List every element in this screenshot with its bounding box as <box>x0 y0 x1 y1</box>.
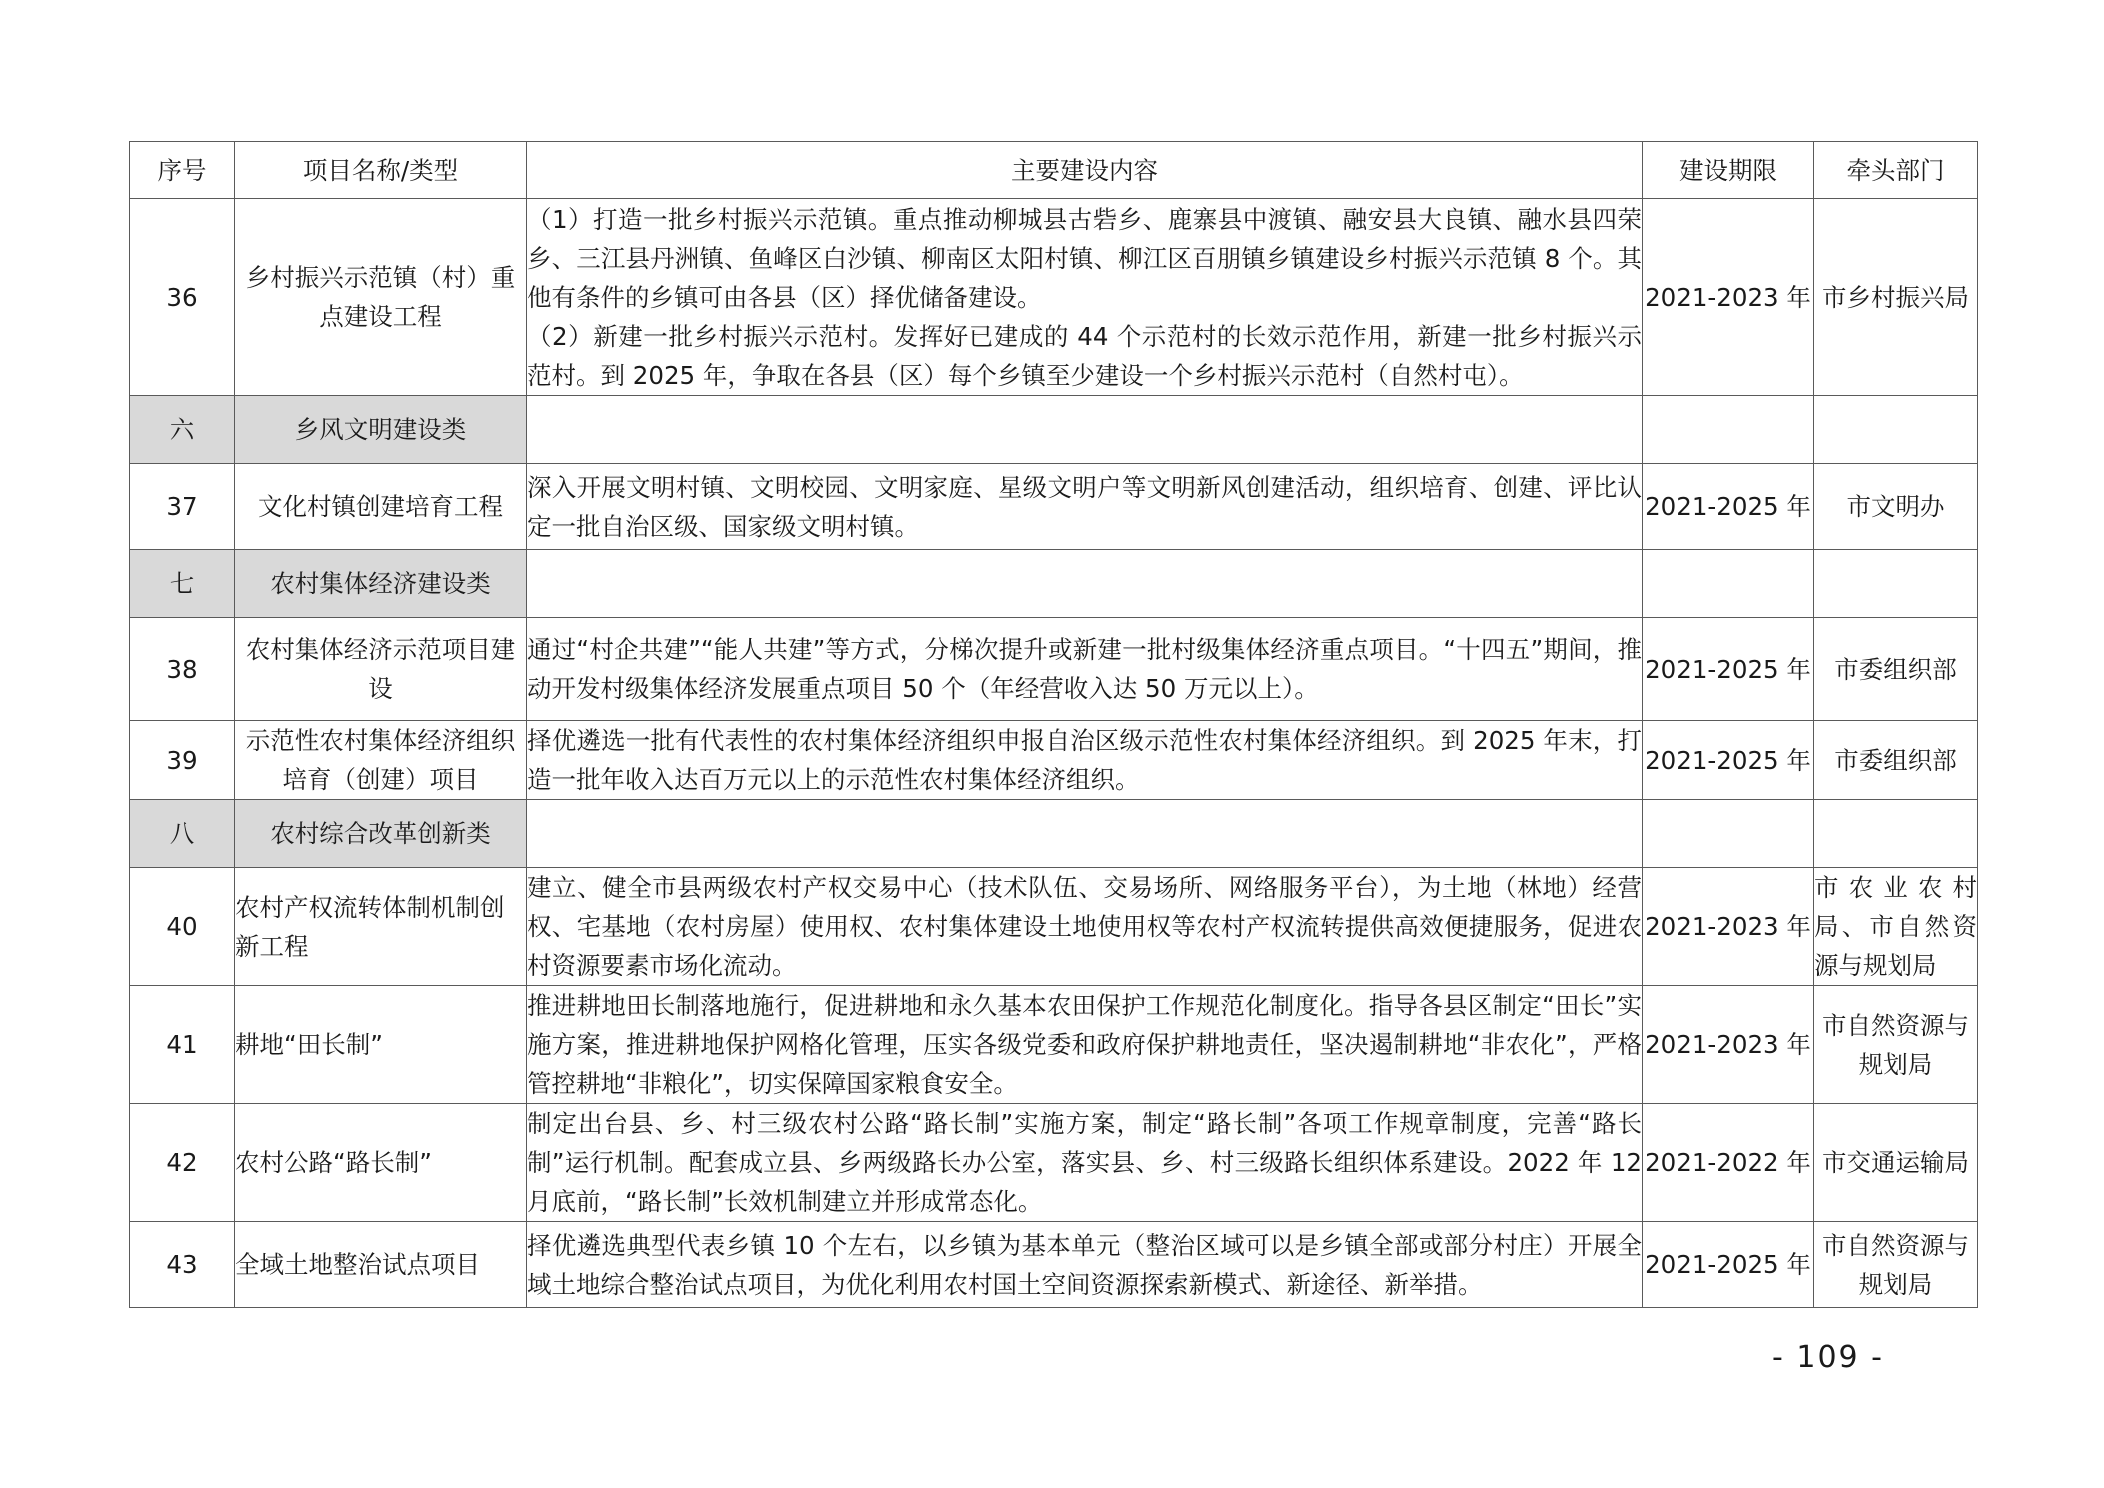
table-row <box>130 618 1978 721</box>
project-name: 文化村镇创建培育工程 <box>235 464 527 550</box>
lead-department: 市交通运输局 <box>1814 1104 1978 1222</box>
table-row <box>130 721 1978 800</box>
empty-cell <box>1814 396 1978 464</box>
project-content: 通过“村企共建”“能人共建”等方式，分梯次提升或新建一批村级集体经济重点项目。“十四五”期间，推动开发村级集体经济发展重点项目 50 个（年经营收入达 50 万元以上）。 <box>527 618 1643 721</box>
header-content: 主要建设内容 <box>527 142 1643 199</box>
header-num: 序号 <box>130 142 235 199</box>
empty-cell <box>1814 800 1978 868</box>
project-period: 2021-2025 年 <box>1643 618 1814 721</box>
lead-department: 市自然资源与规划局 <box>1814 986 1978 1104</box>
table-row <box>130 199 1978 396</box>
project-content: 制定出台县、乡、村三级农村公路“路长制”实施方案，制定“路长制”各项工作规章制度，完善“路长制”运行机制。配套成立县、乡两级路长办公室，落实县、乡、村三级路长组织体系建设。2022 年 12 月底前，“路长制”长效机制建立并形成常态化。 <box>527 1104 1643 1222</box>
table-row <box>130 1104 1978 1222</box>
project-period: 2021-2023 年 <box>1643 868 1814 986</box>
project-name: 耕地“田长制” <box>235 986 527 1104</box>
category-row <box>130 800 1978 868</box>
empty-cell <box>527 550 1643 618</box>
project-name: 农村集体经济示范项目建设 <box>235 618 527 721</box>
empty-cell <box>1643 800 1814 868</box>
project-content: 深入开展文明村镇、文明校园、文明家庭、星级文明户等文明新风创建活动，组织培育、创建、评比认定一批自治区级、国家级文明村镇。 <box>527 464 1643 550</box>
project-content <box>527 199 1643 396</box>
table-row <box>130 868 1978 986</box>
table-row <box>130 986 1978 1104</box>
category-name: 乡风文明建设类 <box>235 396 527 464</box>
table-row <box>130 464 1978 550</box>
lead-department: 市文明办 <box>1814 464 1978 550</box>
row-number: 36 <box>130 199 235 396</box>
empty-cell <box>527 396 1643 464</box>
category-number: 八 <box>130 800 235 868</box>
project-period: 2021-2023 年 <box>1643 986 1814 1104</box>
project-content-part: （2）新建一批乡村振兴示范村。发挥好已建成的 44 个示范村的长效示范作用，新建一批乡村振兴示范村。到 2025 年，争取在各县（区）每个乡镇至少建设一个乡村振兴示范村（自然村屯）。 <box>527 321 1642 390</box>
project-content: 择优遴选典型代表乡镇 10 个左右，以乡镇为基本单元（整治区域可以是乡镇全部或部分村庄）开展全域土地综合整治试点项目，为优化利用农村国土空间资源探索新模式、新途径、新举措。 <box>527 1222 1643 1308</box>
lead-department: 市委组织部 <box>1814 721 1978 800</box>
project-content-part: （1）打造一批乡村振兴示范镇。重点推动柳城县古砦乡、鹿寨县中渡镇、融安县大良镇、融水县四荣乡、三江县丹洲镇、鱼峰区白沙镇、柳南区太阳村镇、柳江区百朋镇乡镇建设乡村振兴示范镇 8 个。其他有条件的乡镇可由各县（区）择优储备建设。 <box>527 204 1642 312</box>
lead-department: 市自然资源与规划局 <box>1814 1222 1978 1308</box>
project-period: 2021-2022 年 <box>1643 1104 1814 1222</box>
header-dept: 牵头部门 <box>1814 142 1978 199</box>
row-number: 40 <box>130 868 235 986</box>
category-name: 农村集体经济建设类 <box>235 550 527 618</box>
category-row <box>130 550 1978 618</box>
table-row <box>130 1222 1978 1308</box>
project-name: 全域土地整治试点项目 <box>235 1222 527 1308</box>
project-period: 2021-2025 年 <box>1643 721 1814 800</box>
project-name: 乡村振兴示范镇（村）重点建设工程 <box>235 199 527 396</box>
category-row <box>130 396 1978 464</box>
project-content: 推进耕地田长制落地施行，促进耕地和永久基本农田保护工作规范化制度化。指导各县区制定“田长”实施方案，推进耕地保护网格化管理，压实各级党委和政府保护耕地责任，坚决遏制耕地“非农化”，严格管控耕地“非粮化”，切实保障国家粮食安全。 <box>527 986 1643 1104</box>
project-name: 农村公路“路长制” <box>235 1104 527 1222</box>
projects-table <box>129 141 1978 1308</box>
empty-cell <box>1643 396 1814 464</box>
header-period: 建设期限 <box>1643 142 1814 199</box>
empty-cell <box>527 800 1643 868</box>
empty-cell <box>1814 550 1978 618</box>
lead-department: 市农业农村局、市自然资源与规划局 <box>1814 868 1978 986</box>
category-number: 六 <box>130 396 235 464</box>
page-number: - 109 - <box>1772 1340 1884 1375</box>
row-number: 41 <box>130 986 235 1104</box>
row-number: 38 <box>130 618 235 721</box>
lead-department: 市委组织部 <box>1814 618 1978 721</box>
row-number: 43 <box>130 1222 235 1308</box>
row-number: 39 <box>130 721 235 800</box>
row-number: 42 <box>130 1104 235 1222</box>
project-content: 择优遴选一批有代表性的农村集体经济组织申报自治区级示范性农村集体经济组织。到 2025 年末，打造一批年收入达百万元以上的示范性农村集体经济组织。 <box>527 721 1643 800</box>
row-number: 37 <box>130 464 235 550</box>
project-content: 建立、健全市县两级农村产权交易中心（技术队伍、交易场所、网络服务平台），为土地（林地）经营权、宅基地（农村房屋）使用权、农村集体建设土地使用权等农村产权流转提供高效便捷服务，促进农村资源要素市场化流动。 <box>527 868 1643 986</box>
header-name: 项目名称/类型 <box>235 142 527 199</box>
category-number: 七 <box>130 550 235 618</box>
table-header-row <box>130 142 1978 199</box>
project-period: 2021-2025 年 <box>1643 1222 1814 1308</box>
project-period: 2021-2023 年 <box>1643 199 1814 396</box>
lead-department: 市乡村振兴局 <box>1814 199 1978 396</box>
category-name: 农村综合改革创新类 <box>235 800 527 868</box>
project-name: 农村产权流转体制机制创新工程 <box>235 868 527 986</box>
project-period: 2021-2025 年 <box>1643 464 1814 550</box>
empty-cell <box>1643 550 1814 618</box>
project-name: 示范性农村集体经济组织培育（创建）项目 <box>235 721 527 800</box>
